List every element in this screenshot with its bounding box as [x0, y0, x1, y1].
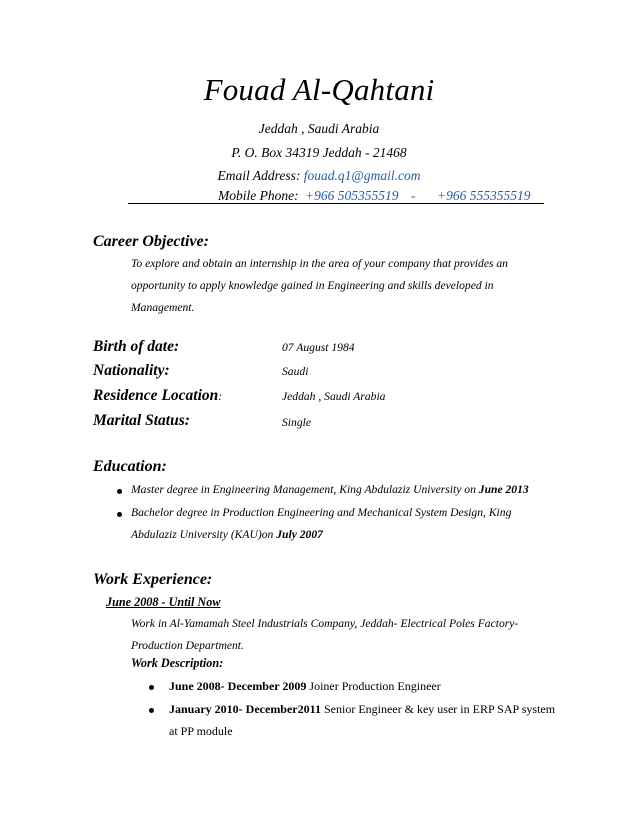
- phone-primary[interactable]: +966 505355519: [305, 188, 399, 203]
- education-item-1-date: June 2013: [478, 483, 529, 496]
- email-link[interactable]: fouad.q1@gmail.com: [303, 168, 421, 183]
- phone-secondary[interactable]: +966 555355519: [437, 188, 531, 203]
- education-item-2-line-1: Bachelor degree in Production Engineering and Mechanical System Design, King: [131, 506, 512, 519]
- nationality-label: Nationality:: [93, 362, 170, 379]
- education-item-2-line-2: [131, 528, 323, 541]
- phone-label: Mobile Phone:: [218, 188, 299, 203]
- work-item-2-line-2: at PP module: [169, 724, 233, 738]
- birth-date-value: 07 August 1984: [282, 341, 355, 354]
- header-divider: [128, 203, 544, 204]
- work-item-2: [169, 702, 555, 717]
- residence-label-text: Residence Location: [93, 387, 219, 404]
- candidate-name: Fouad Al-Qahtani: [203, 72, 435, 107]
- marital-status-label: Marital Status:: [93, 412, 190, 429]
- birth-date-label: Birth of date:: [93, 338, 180, 355]
- work-item-1: [169, 679, 441, 694]
- career-objective-heading: Career Objective:: [93, 233, 209, 250]
- education-item-2-text: Abdulaziz University (KAU)on: [131, 528, 277, 541]
- education-item-1: [131, 483, 529, 496]
- header-email-line: [0, 168, 638, 184]
- bullet-icon: [149, 685, 154, 690]
- bullet-icon: [117, 512, 122, 517]
- objective-line-3: Management.: [131, 301, 195, 314]
- work-description-heading: Work Description:: [131, 656, 224, 670]
- work-item-2-dates: January 2010- December2011: [169, 702, 321, 716]
- work-period: June 2008 - Until Now: [106, 595, 221, 609]
- work-description-line-2: Production Department.: [131, 639, 244, 652]
- objective-line-2: opportunity to apply knowledge gained in Engineering and skills developed in: [131, 279, 494, 292]
- header-city: Jeddah , Saudi Arabia: [258, 121, 380, 136]
- bullet-icon: [149, 708, 154, 713]
- education-item-1-text: Master degree in Engineering Management, King Abdulaziz University on: [131, 483, 479, 496]
- work-experience-heading: Work Experience:: [93, 571, 213, 588]
- work-item-1-role: Joiner Production Engineer: [306, 679, 441, 693]
- objective-line-1: To explore and obtain an internship in the area of your company that provides an: [131, 257, 508, 270]
- email-label: Email Address:: [217, 168, 304, 183]
- bullet-icon: [117, 489, 122, 494]
- residence-label-colon: :: [218, 389, 223, 403]
- work-item-2-role: Senior Engineer & key user in ERP SAP system: [320, 702, 556, 716]
- marital-status-value: Single: [282, 416, 311, 429]
- education-item-2-date: July 2007: [276, 528, 323, 541]
- header-po-box: P. O. Box 34319 Jeddah - 21468: [231, 145, 407, 160]
- residence-label: [93, 387, 222, 405]
- residence-value: Jeddah , Saudi Arabia: [282, 390, 386, 403]
- nationality-value: Saudi: [282, 365, 309, 378]
- education-heading: Education:: [93, 458, 167, 475]
- work-description-line-1: Work in Al-Yamamah Steel Industrials Company, Jeddah- Electrical Poles Factory-: [131, 617, 519, 630]
- work-item-1-dates: June 2008- December 2009: [169, 679, 307, 693]
- phone-separator: -: [411, 188, 416, 203]
